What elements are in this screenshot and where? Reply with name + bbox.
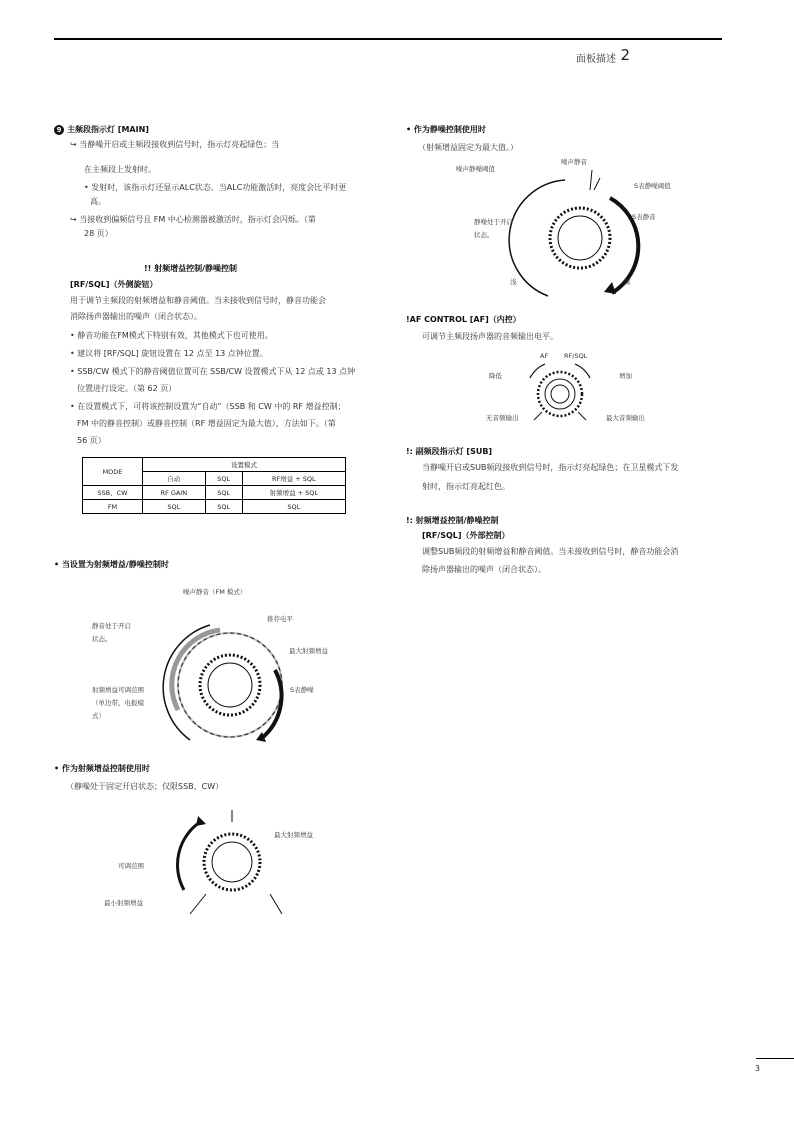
rf-sql-bullet4a: • 在设置模式下，可将该控制设置为“自动”（SSB 和 CW 中的 RF 增益控制； xyxy=(70,402,346,411)
rf-sql-bullet1: • 静音功能在FM模式下特别有效，其他模式下也可使用。 xyxy=(70,331,273,340)
label-shallow: 浅 xyxy=(510,278,517,286)
rf-sql-desc1: 用于调节主频段的射频增益和静音阈值。当未接收到信号时，静音功能会 xyxy=(70,296,326,305)
main-indicator-title: 主频段指示灯 [MAIN] xyxy=(67,125,149,134)
table-subheader-sql: SQL xyxy=(205,472,242,486)
table-subheader-rfsql: RF增益 + SQL xyxy=(242,472,345,486)
fig-rfsql-title: • 当设置为射频增益/静噪控制时 xyxy=(54,560,169,569)
main-indicator-line3a: ↪ 当接收到偏频信号且 FM 中心检测器被激活时，指示灯会闪烁。（第 xyxy=(70,215,316,224)
header-title: 面板描述 xyxy=(576,54,616,65)
label-s-threshold: S表静噪阈值 xyxy=(634,182,671,190)
fig-rfgain-title: • 作为射频增益控制使用时 xyxy=(54,764,150,773)
label-recommended: 推荐电平 xyxy=(267,615,293,623)
sub-indicator-desc2: 射时，指示灯亮起红色。 xyxy=(422,482,510,491)
label-max-rf: 最大射频增益 xyxy=(289,647,328,655)
footer-rule xyxy=(756,1058,794,1059)
label-mode-end: 式） xyxy=(92,712,105,720)
rf-sql-bullet3b: 位置进行设定。（第 62 页） xyxy=(77,384,177,393)
rf-sql-bullet2: • 建议将 [RF/SQL] 旋钮设置在 12 点至 13 点钟位置。 xyxy=(70,349,268,358)
label-state: 状态。 xyxy=(92,635,112,643)
page-number: 3 xyxy=(754,1064,760,1073)
label-af-rfsql: RF/SQL xyxy=(564,352,588,360)
header-chapter: 2 xyxy=(620,46,630,64)
table-header-setting: 设置模式 xyxy=(143,458,346,472)
af-control-title: !AF CONTROL [AF]（内控） xyxy=(406,315,521,324)
sub-rfsql-desc2: 除扬声器输出的噪声（闭合状态）。 xyxy=(422,565,546,574)
sub-indicator-desc1: 当静噪开启或SUB频段接收到信号时，指示灯亮起绿色；在卫星模式下发 xyxy=(422,463,679,472)
label-af: AF xyxy=(540,352,549,360)
label-ssb-cw: （单边带、电报模 xyxy=(92,699,144,707)
rf-sql-sublabel: [RF/SQL]（外侧旋钮） xyxy=(70,280,158,289)
item-number-badge: 9 xyxy=(54,125,64,135)
main-indicator-line3b: 28 页） xyxy=(84,229,113,238)
table-header-mode: MODE xyxy=(83,458,143,486)
sub-rfsql-desc1: 调整SUB频段的射频增益和静音阈值。当未接收到信号时，静音功能会消 xyxy=(422,547,679,556)
rfgain-knob-diagram xyxy=(170,810,300,920)
label-noise-squelch: 噪声静音（FM 模式） xyxy=(183,588,247,596)
fig-squelch-title: • 作为静噪控制使用时 xyxy=(406,125,486,134)
label-adj-range: 可调范围 xyxy=(118,862,144,870)
fig-squelch-subtitle: （射频增益固定为最大值。） xyxy=(418,143,518,152)
arrow-icon: ↪ xyxy=(70,215,80,224)
af-knob-diagram xyxy=(520,358,600,428)
rf-sql-title: !! 射频增益控制/静噪控制 xyxy=(144,264,238,273)
label-noise-sq: 噪声静音 xyxy=(561,158,587,166)
label-max-audio: 最大音频输出 xyxy=(606,414,645,422)
label-rf-range: 射频增益可调范围 xyxy=(92,686,144,694)
label-sq-open: 静噪处于开启 xyxy=(474,218,513,226)
rf-sql-bullet3a: • SSB/CW 模式下的静音阈值位置可在 SSB/CW 设置模式下从 12 点或 13 点钟 xyxy=(70,367,356,376)
table-subheader-auto: 自动 xyxy=(143,472,206,486)
main-indicator-bullet1b: 高。 xyxy=(90,197,106,206)
main-indicator-heading xyxy=(54,124,149,135)
rf-sql-bullet4b: FM 中的静音控制）或静音控制（RF 增益固定为最大值），方法如下。（第 xyxy=(77,419,336,428)
sub-rfsql-title: !: 射频增益控制/静噪控制 xyxy=(406,516,499,525)
sub-indicator-title: !: 副频段指示灯 [SUB] xyxy=(406,447,493,456)
rf-sql-desc2: 消除扬声器输出的噪声（闭合状态）。 xyxy=(70,312,202,321)
arrow-icon: ↪ xyxy=(70,140,80,149)
table-row: SSB、CW RF GAIN SQL 射频增益 + SQL xyxy=(83,486,346,500)
label-sq-state: 状态。 xyxy=(474,231,494,239)
label-deep: 深 xyxy=(624,278,631,286)
label-noise-threshold: 噪声静噪阈值 xyxy=(456,165,495,173)
label-min-rf-gain: 最小射频增益 xyxy=(104,899,143,907)
label-max-rf-gain: 最大射频增益 xyxy=(274,831,313,839)
main-indicator-line1: ↪ 当静噪开启或主频段接收到信号时，指示灯亮起绿色；当 xyxy=(70,140,280,149)
table-row: FM SQL SQL SQL xyxy=(83,500,346,514)
sub-rfsql-sublabel: [RF/SQL]（外部控制） xyxy=(422,531,510,540)
label-squelch-open: 静音处于开启 xyxy=(92,622,131,630)
label-s-squelch: S表静音 xyxy=(632,213,656,221)
rf-sql-bullet4c: 56 页） xyxy=(77,436,106,445)
header-rule xyxy=(54,38,722,40)
label-increase: 增加 xyxy=(619,372,632,380)
main-indicator-line2: 在主频段上发射时。 xyxy=(84,165,156,174)
main-indicator-bullet1a: • 发射时，该指示灯还显示ALC状态。当ALC功能激活时，亮度会比平时更 xyxy=(84,183,347,192)
af-control-desc: 可调节主频段扬声器的音频输出电平。 xyxy=(422,332,558,341)
fig-rfgain-subtitle: （静噪处于固定开启状态；仅限SSB、CW） xyxy=(66,782,224,791)
label-no-audio: 无音频输出 xyxy=(486,414,519,422)
label-s-meter: S表静噪 xyxy=(290,686,314,694)
mode-table xyxy=(82,457,346,514)
label-decrease: 降低 xyxy=(489,372,502,380)
